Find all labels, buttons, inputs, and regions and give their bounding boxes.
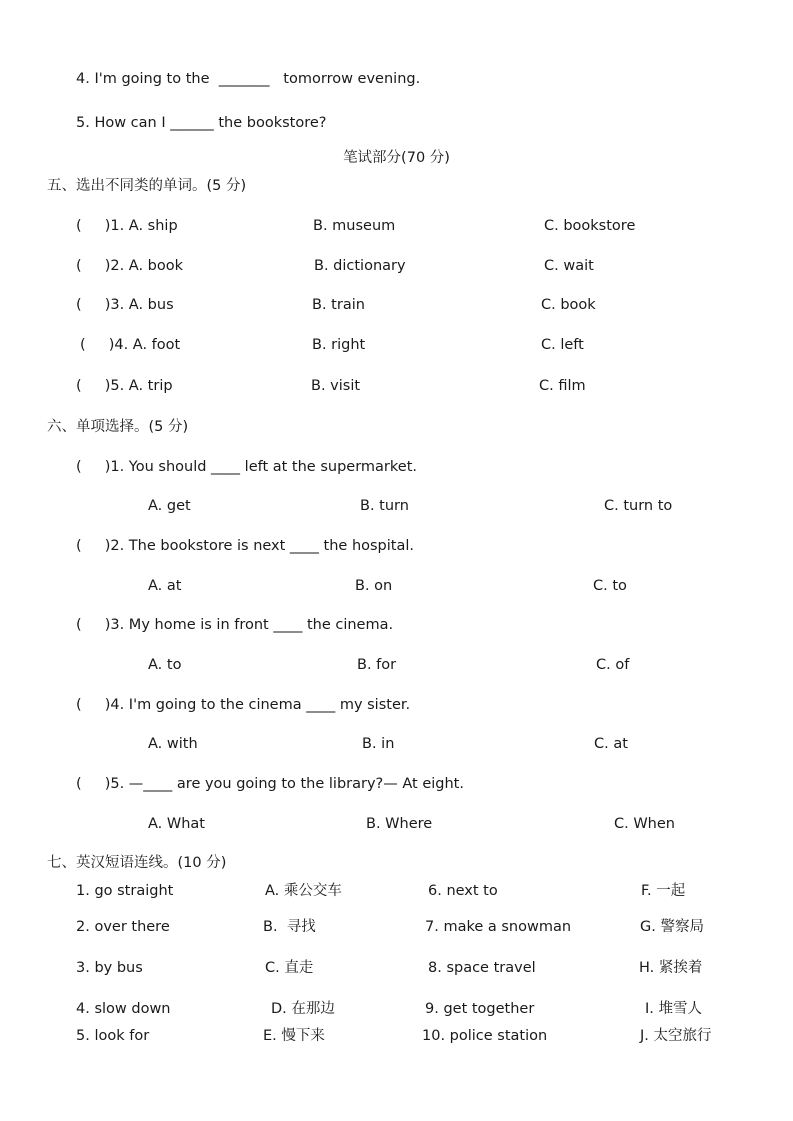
s5-item-2-b: B. dictionary (314, 258, 406, 274)
s7-row-2-en-right: 7. make a snowman (425, 919, 572, 935)
s7-row-1-cn-right: F. 一起 (641, 883, 686, 899)
listening-question-5: 5. How can I ______ the bookstore? (76, 115, 327, 131)
s5-item-1-c: C. bookstore (544, 218, 636, 234)
s6-question-3: ( )3. My home is in front ____ the cinema. (76, 617, 394, 633)
s6-question-1: ( )1. You should ____ left at the supermarket. (76, 459, 417, 475)
s5-item-5-c: C. film (539, 378, 586, 394)
s7-row-4-cn-left: D. 在那边 (271, 1001, 335, 1017)
s7-row-5-cn-left: E. 慢下来 (263, 1028, 325, 1044)
s5-item-2-c: C. wait (544, 258, 594, 274)
s7-row-5-cn-right: J. 太空旅行 (640, 1028, 712, 1044)
s5-item-5-a: ( )5. A. trip (76, 378, 173, 394)
s6-question-2: ( )2. The bookstore is next ____ the hospital. (76, 538, 415, 554)
s5-item-3-a: ( )3. A. bus (76, 297, 174, 313)
section-6-heading: 六、单项选择。(5 分) (47, 419, 189, 435)
s6-question-4: ( )4. I'm going to the cinema ____ my sister. (76, 697, 411, 713)
s7-row-3-en-left: 3. by bus (76, 960, 143, 976)
s5-item-4-b: B. right (312, 337, 366, 353)
section-5-heading: 五、选出不同类的单词。(5 分) (47, 178, 247, 194)
s7-row-2-en-left: 2. over there (76, 919, 170, 935)
s7-row-4-cn-right: I. 堆雪人 (645, 1001, 702, 1017)
s6-q2-option-b: B. on (355, 578, 393, 594)
s6-q3-option-b: B. for (357, 657, 397, 673)
s5-item-4-a: ( )4. A. foot (80, 337, 181, 353)
written-part-title: 笔试部分(70 分) (343, 150, 450, 166)
s5-item-3-b: B. train (312, 297, 365, 313)
s5-item-2-a: ( )2. A. book (76, 258, 184, 274)
s6-q1-option-a: A. get (148, 498, 191, 514)
s7-row-4-en-left: 4. slow down (76, 1001, 171, 1017)
s7-row-2-cn-left: B. 寻找 (263, 919, 316, 935)
s6-q4-option-b: B. in (362, 736, 395, 752)
s7-row-5-en-right: 10. police station (422, 1028, 548, 1044)
s6-q3-option-a: A. to (148, 657, 182, 673)
s5-item-3-c: C. book (541, 297, 596, 313)
s6-q5-option-a: A. What (148, 816, 205, 832)
listening-question-4: 4. I'm going to the _______ tomorrow evening. (76, 71, 421, 87)
s7-row-3-en-right: 8. space travel (428, 960, 536, 976)
s6-q5-option-b: B. Where (366, 816, 433, 832)
s6-question-5: ( )5. —____ are you going to the library?— At eight. (76, 776, 464, 792)
s5-item-5-b: B. visit (311, 378, 361, 394)
s6-q1-option-c: C. turn to (604, 498, 673, 514)
s5-item-1-b: B. museum (313, 218, 396, 234)
s6-q4-option-a: A. with (148, 736, 198, 752)
s7-row-3-cn-right: H. 紧挨着 (639, 960, 703, 976)
s7-row-1-en-left: 1. go straight (76, 883, 174, 899)
s6-q3-option-c: C. of (596, 657, 630, 673)
s6-q5-option-c: C. When (614, 816, 675, 832)
s7-row-5-en-left: 5. look for (76, 1028, 150, 1044)
s7-row-3-cn-left: C. 直走 (265, 960, 314, 976)
s5-item-4-c: C. left (541, 337, 584, 353)
s6-q4-option-c: C. at (594, 736, 628, 752)
s7-row-1-en-right: 6. next to (428, 883, 498, 899)
s6-q1-option-b: B. turn (360, 498, 409, 514)
s5-item-1-a: ( )1. A. ship (76, 218, 178, 234)
s6-q2-option-a: A. at (148, 578, 182, 594)
section-7-heading: 七、英汉短语连线。(10 分) (47, 855, 227, 871)
s7-row-1-cn-left: A. 乘公交车 (265, 883, 342, 899)
s6-q2-option-c: C. to (593, 578, 627, 594)
s7-row-2-cn-right: G. 警察局 (640, 919, 704, 935)
s7-row-4-en-right: 9. get together (425, 1001, 535, 1017)
